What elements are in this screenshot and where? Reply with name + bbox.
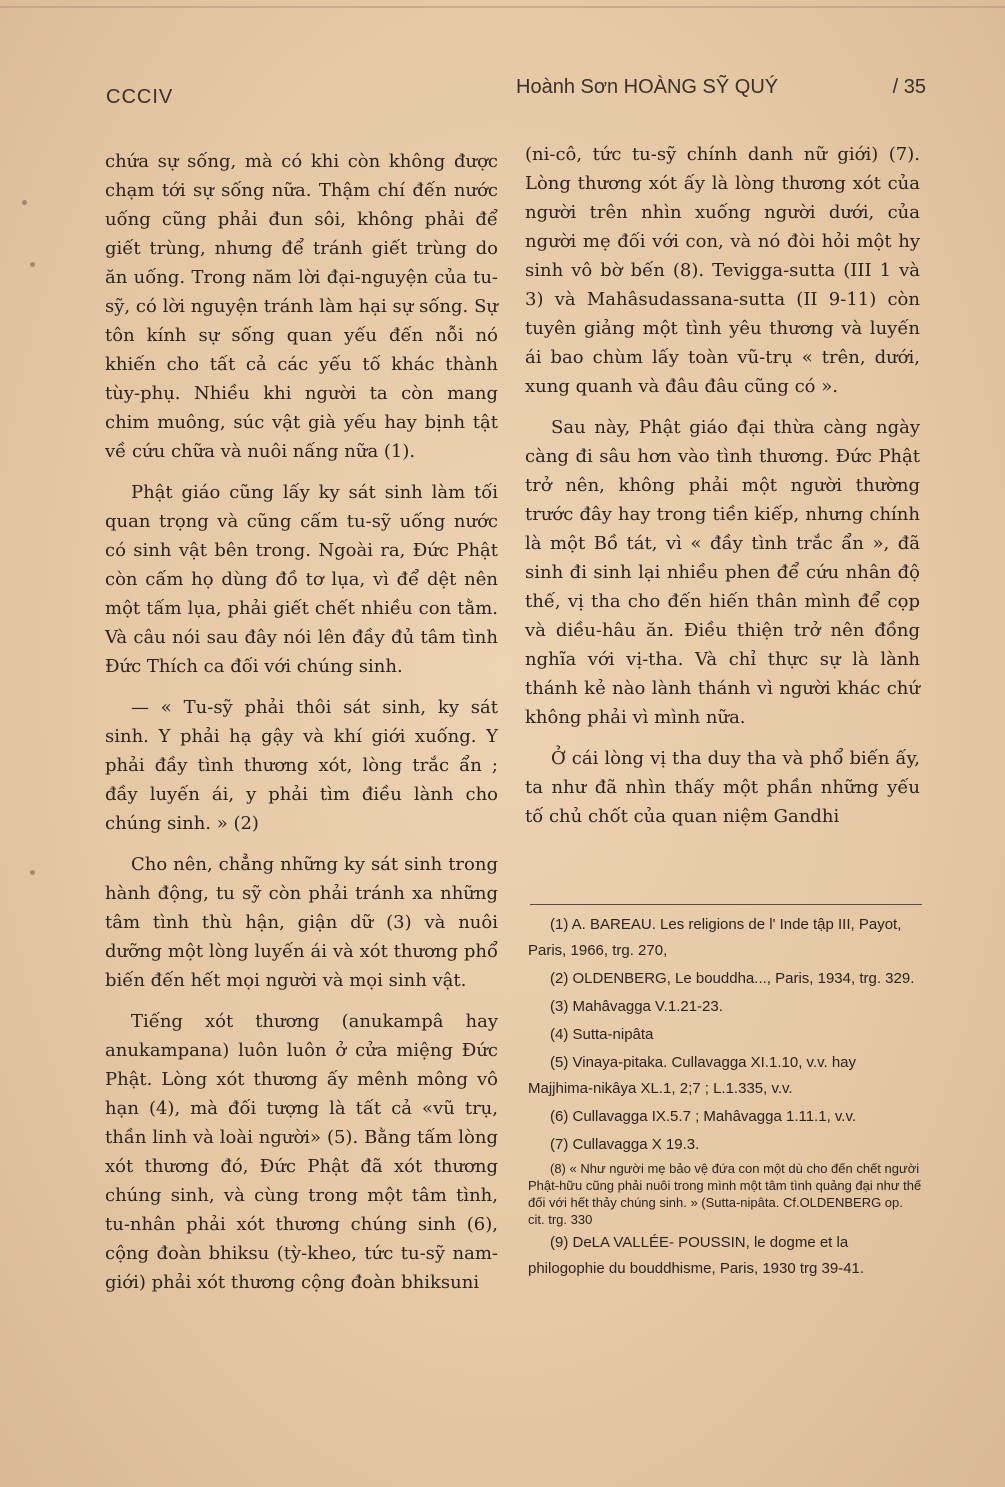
paper-speck [22, 200, 27, 205]
page-number-roman: CCCIV [106, 86, 174, 108]
paragraph: Ở cái lòng vị tha duy tha và phổ biến ấy, ta như đã nhìn thấy một phần những yếu tố chủ chốt của quan niệm Gandhi [525, 748, 920, 827]
footnote: (4) Sutta-nipâta [550, 1026, 654, 1043]
paragraph: Cho nên, chẳng những ky sát sinh trong hành động, tu sỹ còn phải tránh xa những tâm tình thù hận, giận dữ (3) và nuôi dưỡng một lòng luyến ái và xót thương phổ biến đến hết mọi người và mọi sinh vật. [105, 854, 498, 991]
page-edge-line [0, 6, 1005, 8]
footnote: (8) « Như người mẹ bảo vệ đứa con một dù cho đến chết người Phật-hữu cũng phải nuôi trong mình một tâm tình quảng đại như thế đối với hết thảy chúng sinh. » (Sutta-nipâta. Cf.OLDENBERG op. cit. trg. 330 [528, 1161, 922, 1227]
paper-speck [30, 262, 35, 267]
page-number: / 35 [892, 76, 926, 98]
footnote: (9) DeLA VALLÉE- POUSSIN, le dogme et la philogophie du bouddhisme, Paris, 1930 trg 39-41. [528, 1234, 865, 1277]
right-column [525, 140, 920, 843]
paragraph: Sau này, Phật giáo đại thừa càng ngày càng đi sâu hơn vào tình thương. Đức Phật trở nên, không phải một người thường trước đây hay trong tiền kiếp, nhưng chính là một Bồ tát, vì « đầy tình trắc ẩn », đã sinh đi sinh lại nhiều phen để cứu nhân độ thế, vị tha cho đến hiến thân mình để cọp và diều-hâu ăn. Điều thiện trở nên đồng nghĩa với vị-tha. Và chỉ thực sự là lành thánh kẻ nào lành thánh vì người khác chứ không phải vì mình nữa. [525, 417, 920, 728]
footnote: (1) A. BAREAU. Les religions de l' Inde tập III, Payot, Paris, 1966, trg. 270, [528, 916, 902, 959]
footnote: (5) Vinaya-pitaka. Cullavagga XI.1.10, v.v. hay Majjhima-nikâya XL.1, 2;7 ; L.1.335, v.v. [528, 1054, 856, 1097]
author-name: Hoành Sơn HOÀNG SỸ QUÝ [516, 76, 779, 98]
paragraph: chứa sự sống, mà có khi còn không được chạm tới sự sống nữa. Thậm chí đến nước uống cũng phải đun sôi, không phải để giết trùng, nhưng để tránh giết trùng do ăn uống. Trong năm lời đại-nguyện của tu-sỹ, có lời nguyện tránh làm hại sự sống. Sự tôn kính sự sống quan yếu đến nỗi nó khiến cho tất cả các yếu tố khác thành tùy-phụ. Nhiều khi người ta còn mang chim muông, súc vật già yếu hay bịnh tật về cứu chữa và nuôi nấng nữa (1). [105, 151, 498, 462]
footnote: (6) Cullavagga IX.5.7 ; Mahâvagga 1.11.1, v.v. [550, 1108, 857, 1125]
paragraph: Phật giáo cũng lấy ky sát sinh làm tối quan trọng và cũng cấm tu-sỹ uống nước có sinh vật bên trong. Ngoài ra, Đức Phật còn cấm họ dùng đồ tơ lụa, vì để dệt nên một tấm lụa, phải giết chết nhiều con tằm. Và câu nói sau đây nói lên đầy đủ tâm tình Đức Thích ca đối với chúng sinh. [105, 482, 498, 677]
footnotes [528, 912, 923, 1284]
footnote: (3) Mahâvagga V.1.21-23. [550, 998, 723, 1015]
running-header [516, 76, 926, 99]
paragraph: (ni-cô, tức tu-sỹ chính danh nữ giới) (7). Lòng thương xót ấy là lòng thương xót của người trên nhìn xuống người dưới, của người mẹ đối với con, và nó đòi hỏi một hy sinh vô bờ bến (8). Tevigga-sutta (III 1 và 3) và Mahâsudassana-sutta (II 9-11) còn tuyên giảng một tình yêu thương và luyến ái bao chùm lấy toàn vũ-trụ « trên, dưới, xung quanh và đâu đâu cũng có ». [525, 144, 920, 397]
footnote: (2) OLDENBERG, Le bouddha..., Paris, 1934, trg. 329. [550, 970, 915, 987]
paragraph: Tiếng xót thương (anukampâ hay anukampana) luôn luôn ở cửa miệng Đức Phật. Lòng xót thương ấy mênh mông vô hạn (4), mà đối tượng là tất cả «vũ trụ, thần linh và loài người» (5). Bằng tấm lòng xót thương đó, Đức Phật đã xót thương chúng sinh, và cùng trong một tâm tình, tu-nhân phải xót thương chúng sinh (6), cộng đoàn bhiksu (tỳ-kheo, tức tu-sỹ nam-giới) phải xót thương cộng đoàn bhiksuni [105, 1011, 498, 1293]
footnote: (7) Cullavagga X 19.3. [550, 1136, 700, 1153]
paragraph: — « Tu-sỹ phải thôi sát sinh, ky sát sinh. Y phải hạ gậy và khí giới xuống. Y phải đầy tình thương xót, lòng trắc ẩn ; đầy luyến ái, y phải tìm điều lành cho chúng sinh. » (2) [105, 697, 498, 834]
footnote-divider [530, 904, 922, 905]
left-column [105, 147, 498, 1309]
paper-speck [30, 870, 35, 875]
